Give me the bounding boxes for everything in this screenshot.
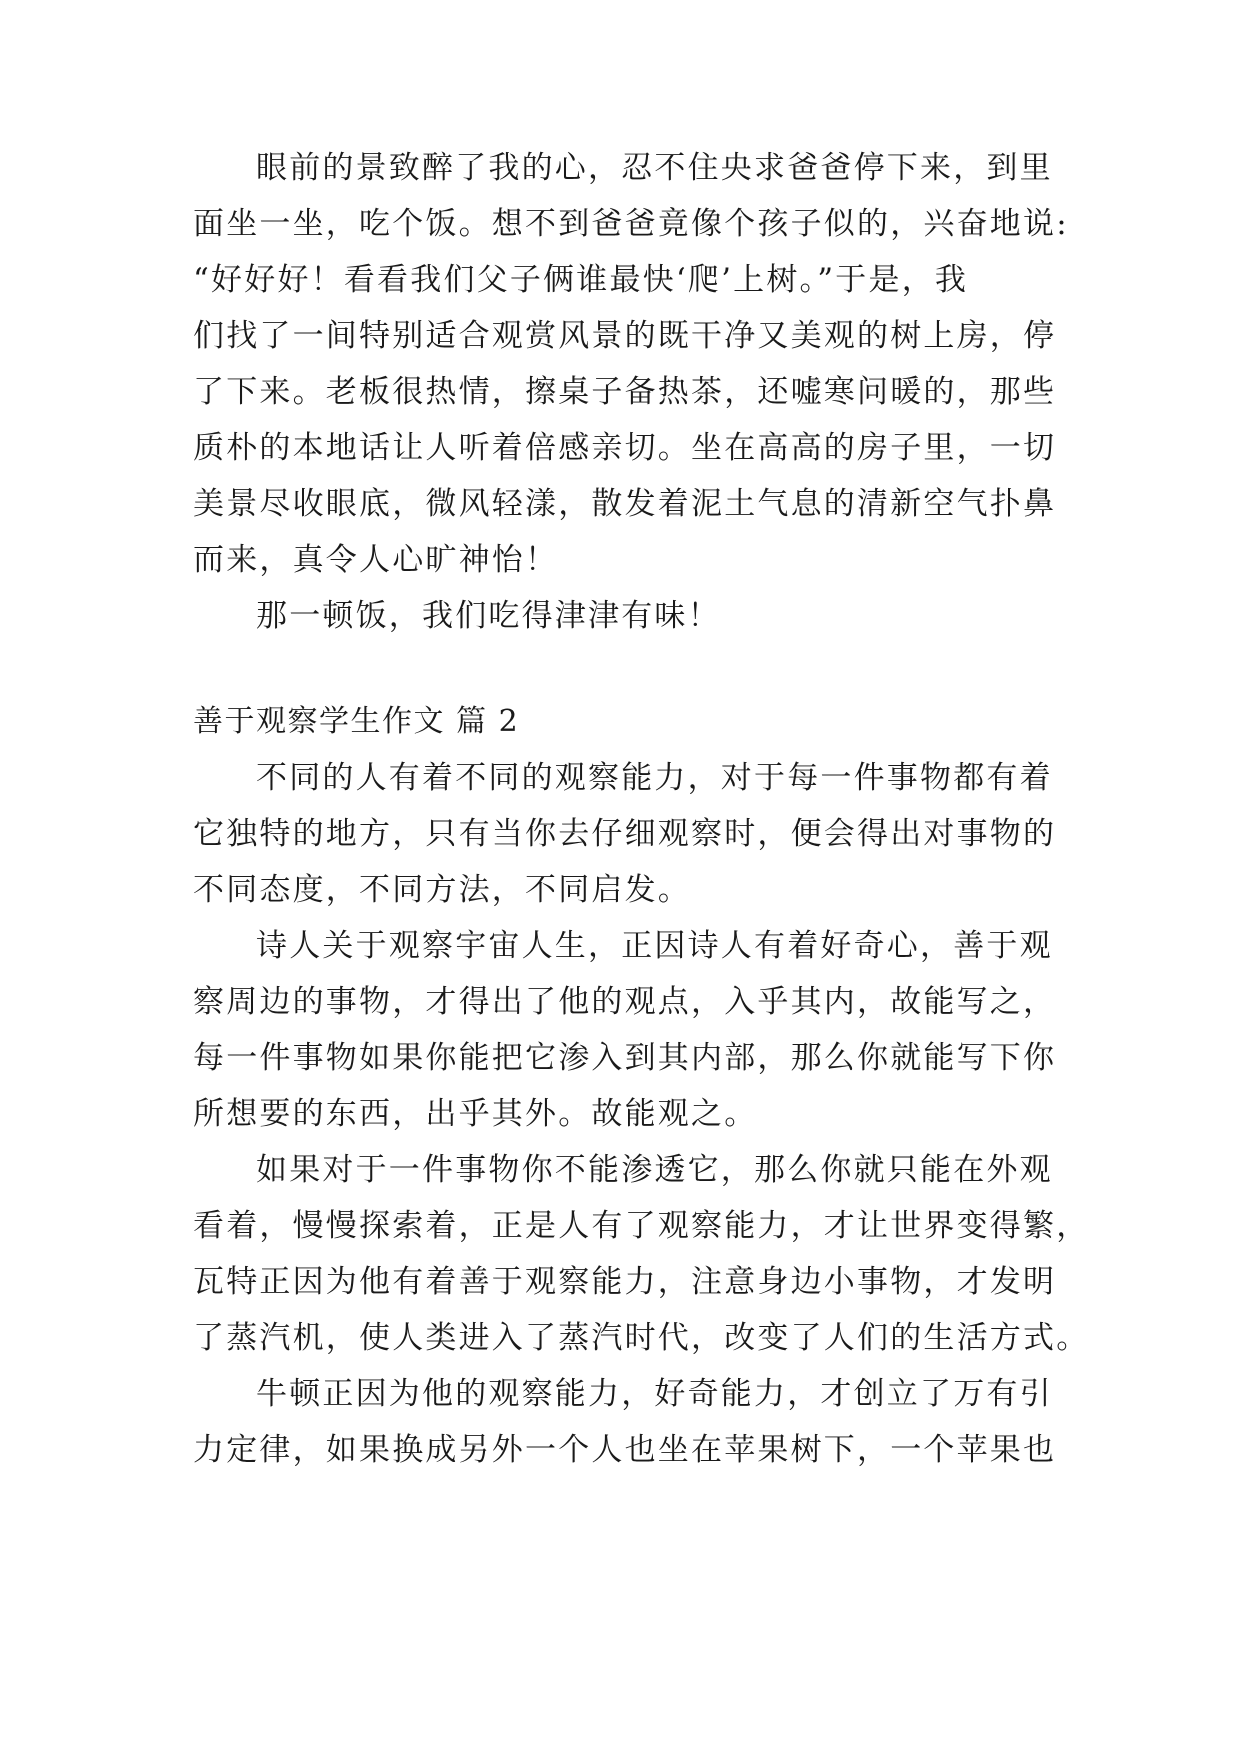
paragraph-line: 美景尽收眼底，微风轻漾，散发着泥土气息的清新空气扑鼻 (193, 486, 1057, 522)
paragraph-line: 如果对于一件事物你不能渗透它，那么你就只能在外观 (256, 1152, 1053, 1188)
paragraph-line: 每一件事物如果你能把它渗入到其内部，那么你就能写下你 (193, 1040, 1057, 1076)
paragraph-line: 察周边的事物，才得出了他的观点，入乎其内，故能写之， (193, 984, 1057, 1020)
section-heading: 善于观察学生作文 篇 2 (193, 704, 520, 739)
paragraph-line: 它独特的地方，只有当你去仔细观察时，便会得出对事物的 (193, 816, 1057, 852)
paragraph-line: 质朴的本地话让人听着倍感亲切。坐在高高的房子里，一切 (193, 430, 1057, 466)
paragraph-line: 牛顿正因为他的观察能力，好奇能力，才创立了万有引 (256, 1376, 1053, 1412)
paragraph-line: 面坐一坐，吃个饭。想不到爸爸竟像个孩子似的，兴奋地说: (193, 206, 1069, 242)
paragraph-line: 那一顿饭，我们吃得津津有味！ (256, 598, 721, 634)
paragraph-line: 了下来。老板很热情，擦桌子备热茶，还嘘寒问暖的，那些 (193, 374, 1057, 410)
paragraph-line: 瓦特正因为他有着善于观察能力，注意身边小事物，才发明 (193, 1264, 1057, 1300)
paragraph-line: 眼前的景致醉了我的心，忍不住央求爸爸停下来，到里 (256, 150, 1053, 186)
paragraph-line: 力定律，如果换成另外一个人也坐在苹果树下，一个苹果也 (193, 1432, 1057, 1468)
paragraph-line: 们找了一间特别适合观赏风景的既干净又美观的树上房，停 (193, 318, 1057, 354)
paragraph-line: 诗人关于观察宇宙人生，正因诗人有着好奇心，善于观 (256, 928, 1053, 964)
paragraph-line: 所想要的东西，出乎其外。故能观之。 (193, 1096, 758, 1132)
paragraph-line: “好好好！看看我们父子俩谁最快‘爬’上树。”于是，我 (193, 262, 969, 298)
paragraph-line: 看着，慢慢探索着，正是人有了观察能力，才让世界变得繁， (193, 1208, 1090, 1244)
paragraph-line: 不同的人有着不同的观察能力，对于每一件事物都有着 (256, 760, 1053, 796)
paragraph-line: 不同态度，不同方法，不同启发。 (193, 872, 691, 908)
paragraph-line: 了蒸汽机，使人类进入了蒸汽时代，改变了人们的生活方式。 (193, 1320, 1090, 1356)
paragraph-line: 而来，真令人心旷神怡！ (193, 542, 559, 578)
